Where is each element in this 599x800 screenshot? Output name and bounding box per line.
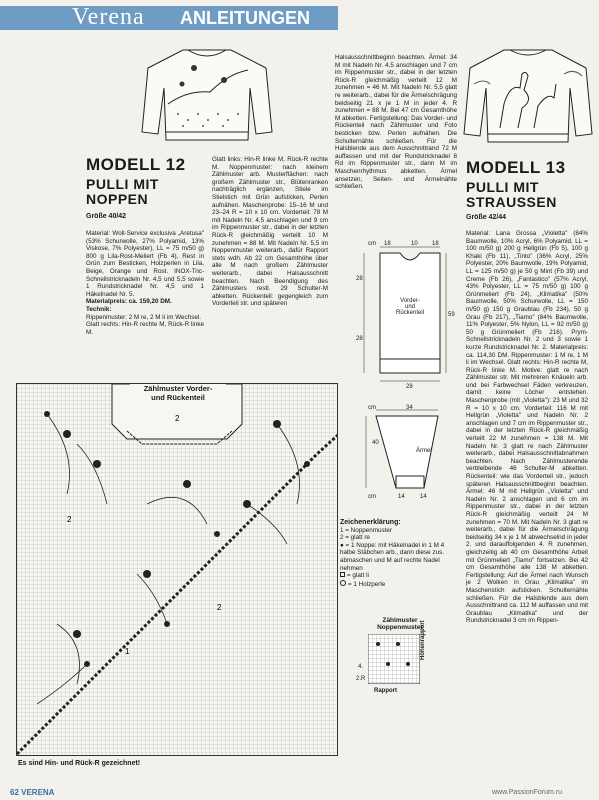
m12-rip: Rippenmuster: 2 M re, 2 M li im Wechsel. [86, 313, 202, 321]
model-13-text: Material: Lana Grossa „Violetta" (84% Baumwolle, 10% Acryl, 6% Polyamid, LL = 100 m/50 g) 200 g Hellgrün (Fb 5), 100 g Khaki (Fb 11), „Tinto" (36% Acryl, 25% Polyester, 20% Baumwolle, 19% Polyamid, LL = 125 m/50 g) je 50 g Mint (Fb 39) und Creme (Fb 26), „Fantastico" (57% Acryl, 43% Polyester, LL = 75 m/50 g) 100 g Grünmeliert (Fb 24), „Klimatika" (50% Baumwolle, 50% Schurwolle, LL = 150 m/50 g) 150 g Graublau (Fb 234), 50 g Grau (Fb 217), „Tiamo" (84% Baumwolle, 11% Polyester, 5% Nylon, LL = 92 m/50 g) 50 g Grünmeliert (Fb 216). Prym-Schnellstricknadeln Nr. 2 und 3 sowie 1 kurze Rundstricknadel Nr. 2. Materialpreis: ca. 114,30 DM. Rippenmuster: 1 M re, 1 M li im Wechsel. Glatt rechts: Hin-R rechte M, Rück-R linke M. Motive: glatt re nach Zählmuster str. Mit mehreren Knäueln arb. und bei Farbwechsel Fäden verkreuzen, damit keine Löcher entstehen. Maschenprobe (mit „Violetta"): 23 M und 32 R = 10 x 10 cm. Vorderteil: 116 M mit Hellgrün „Violetta" und Nadeln Nr. 2 anschlagen und 7 cm im Rippenmuster str., dabei in der letzten Rück-R gleichmäßig verteilt 22 M zunehmen = 138 M. Mit Nadeln Nr. 3 glatt re nach Zählmuster weiterarb., dabei Halsausschnittabnahmen beachten. Nach Zählmusterende verbleibende 46 Schulter-M abketten. Rückenteil: wie das Vorderteil str., jedoch späteren Halsausschnittbeginn beachten. Ärmel: 46 M mit Hellgrün „Violetta" und Nadeln Nr. 2 anschlagen und 6 cm im Rippenmuster str., dabei in der letzten Rück-R gleichmäßig verteilt 24 M zunehmen = 70 M. Mit Nadeln Nr. 3 glatt re weiterarb., dabei für die Ärmelschrägung beidseitig 34 x je 1 M abwechselnd in jeder 2. und darauffolgenden 4. R zunehmen, gleichzeitig ab 40 cm Gesamthöhe Arbeit mit Grünmeliert „Tiamo" fortsetzen. Bei 42 cm Gesamthöhe alle 138 M abketten. Fertigstellung: Auf die Ärmel nach Wunsch je 2 Wolken in Grau „Klimatika" im Maschenstich aufsticken. Schulternähte schließen. Für die Halsblende aus dem Ausschnittrand ca. 112 M auffassen und mit Graublau „Klimatika" und der Rundstricknadel 3 cm im Rippen- [466, 230, 588, 625]
page-footer-number: 62 VERENA [10, 788, 55, 797]
small-rapport: Rapport [374, 688, 397, 694]
schema1-top-c: 18 [432, 241, 439, 247]
small-side: Höhenrapport [420, 620, 426, 660]
m12-material: Material: Woll-Service exclusiva „Aretusa" (53% Schurwolle, 27% Polyamid, 13% Viskose, 7% Polyester), LL = 75 m/50 g) 800 g Lila-Rost-Meliert (Fb 4), Rest in Grün zum Besticken, Holzperlen in Lila, Beige, Orange und Rost. INOX-Tric-Schnellstricknadeln Nr. 4,5 und 5,5 sowie 1 Rundstricknadel Nr. 4,5 und 1 Häkelnadel Nr. 5. [86, 230, 204, 298]
chart-label-2b: 2 [217, 603, 222, 612]
front-back-schematic [342, 237, 452, 402]
model-13-size: Größe 42/44 [466, 214, 507, 221]
schema1-label-1: Vorder- [400, 298, 420, 304]
schema2-left: 40 [372, 440, 379, 446]
m12-price: Materialpreis: ca. 159,20 DM. [86, 298, 172, 306]
legend-item-4: = glatt li [347, 572, 369, 580]
schema2-label: Ärmel [416, 448, 432, 454]
schema1-left-b: 28 [356, 336, 363, 342]
model-12-title: MODELL 12 [86, 155, 186, 174]
schema1-top-b: 10 [411, 241, 418, 247]
chart-title-line-1: Zählmuster Vorder- [143, 384, 213, 393]
schema1-bottom: 28 [406, 384, 413, 390]
schema2-bottom-a: 14 [398, 494, 405, 500]
section-title: ANLEITUNGEN [180, 8, 310, 28]
model-12-column-3: Halsausschnittbeginn beachten. Ärmel: 34 M mit Nadeln Nr. 4,5 anschlagen und 7 cm im Rippenmuster str., dabei in der letzten Rück-R gleichmäßig verteilt 12 M zunehmen = 46 M. Mit Nadeln Nr. 5,5 glatt re weiterarb., dabei für die Ärmelschrägung beidseitig 21 x je 1 M in jeder 4. R zunehmen = 88 M. Bei 47 cm Gesamthöhe M abketten. Fertigstellung: Das Vorder- und Rückenteil nach Zählmuster und Foto besticken bzw. Perlen aufnähen. Die Schulternähte schließen. Für die Halsblende aus dem Ausschnittrand 72 M auffassen und mit der Rundstricknadel 8 Rd im Rippenmuster str., dann M im Maschenrhythmus abketten. Ärmel ansetzen, Seiten- und Ärmelnähte schließen. [335, 54, 457, 191]
schema1-label [384, 298, 436, 316]
schema1-right: 59 [448, 312, 455, 318]
model-12-column-1 [86, 230, 204, 336]
model-13-title: MODELL 13 [466, 158, 566, 177]
chart-label-2a: 2 [175, 414, 180, 423]
main-chart [16, 383, 338, 756]
model-12-subtitle-2: NOPPEN [86, 191, 149, 207]
m12-glatt: Glatt rechts: Hin-R rechte M, Rück-R linke M. [86, 321, 204, 336]
model-13-subtitle-2: STRAUSSEN [466, 194, 557, 210]
m12-tech-heading: Technik: [86, 305, 112, 313]
legend-item-2: 2 = glatt re [340, 534, 370, 542]
legend-item-1: 1 = Noppenmuster [340, 526, 392, 534]
schema2-cm-top: cm [368, 405, 376, 411]
sweater-12-illustration [138, 44, 276, 146]
chart-title-line-2: und Rückenteil [151, 393, 205, 402]
schema1-label-2: und [404, 304, 415, 310]
schema1-top-cm: cm [368, 241, 376, 247]
legend-square-icon [340, 572, 345, 577]
schema1-label-3: Rückenteil [395, 310, 424, 316]
legend-item-3: ● = 1 Noppe: mit Häkelnadel in 1 M 4 halbe Stäbchen arb., dann diese zus. abmaschen und M auf rechte Nadel nehmen [340, 541, 445, 572]
brand-logo: Verena [72, 4, 145, 30]
chart-label-1: 1 [125, 647, 130, 656]
schema2-top: 34 [406, 405, 413, 411]
schema1-left-a: 28 [356, 276, 363, 282]
chart-label-2c: 2 [67, 515, 72, 524]
small-title-2: Noppenmuster [377, 624, 423, 631]
legend-circle-icon [340, 580, 346, 586]
legend-item-5: = 1 Holzperle [348, 580, 386, 588]
chart-caption: Es sind Hin- und Rück-R gezeichnet! [18, 760, 141, 767]
model-12-column-2: Glatt links: Hin-R linke M, Rück-R rechte M. Noppenmuster: nach kleinem Zählmuster arb. Musterflächen: nach großem Zählmuster str., Blütenranken nachträglich ergänzen, Stiele im Stielstich mit Grün aufsticken, Perlen aufnähen. Maschenprobe: 15–16 M und 23–24 R = 10 x 10 cm. Vorderteil: 78 M mit Nadeln Nr. 4,5 anschlagen und 9 cm im Rippenmuster str., dabei in der letzten Rück-R gleichmäßig verteilt 10 M zunehmen = 88 M. Mit Nadeln Nr. 5,5 im Noppenmuster weiterarb., dafür Rapport stets wdh. Ab 22 cm Gesamthöhe über alle M nach großem Zählmuster weiterarb., dabei Halsausschnitt beachten. Nach Beendigung des Zählmusters restl. 29 Schulter-M abketten. Rückenteil: gegengleich zum Vorderteil str. und späteren [212, 156, 328, 308]
small-r4: 4. [358, 664, 364, 670]
small-r2: 2.R [356, 676, 366, 682]
model-13-subtitle-1: PULLI MIT [466, 179, 539, 195]
small-title-1: Zählmuster [382, 617, 418, 624]
sleeve-schematic [342, 402, 452, 512]
legend-title: Zeichenerklärung: [340, 519, 401, 526]
legend [340, 519, 458, 588]
schema2-cm-bottom: cm [368, 494, 376, 500]
chart-title [130, 384, 226, 402]
schema2-bottom-b: 14 [420, 494, 427, 500]
model-12-size: Größe 40/42 [86, 213, 127, 220]
schema1-top-a: 18 [384, 241, 391, 247]
model-12-subtitle-1: PULLI MIT [86, 176, 159, 192]
watermark: www.PassionForum.ru [492, 789, 563, 796]
sweater-13-illustration [460, 44, 596, 148]
small-chart [368, 634, 420, 684]
